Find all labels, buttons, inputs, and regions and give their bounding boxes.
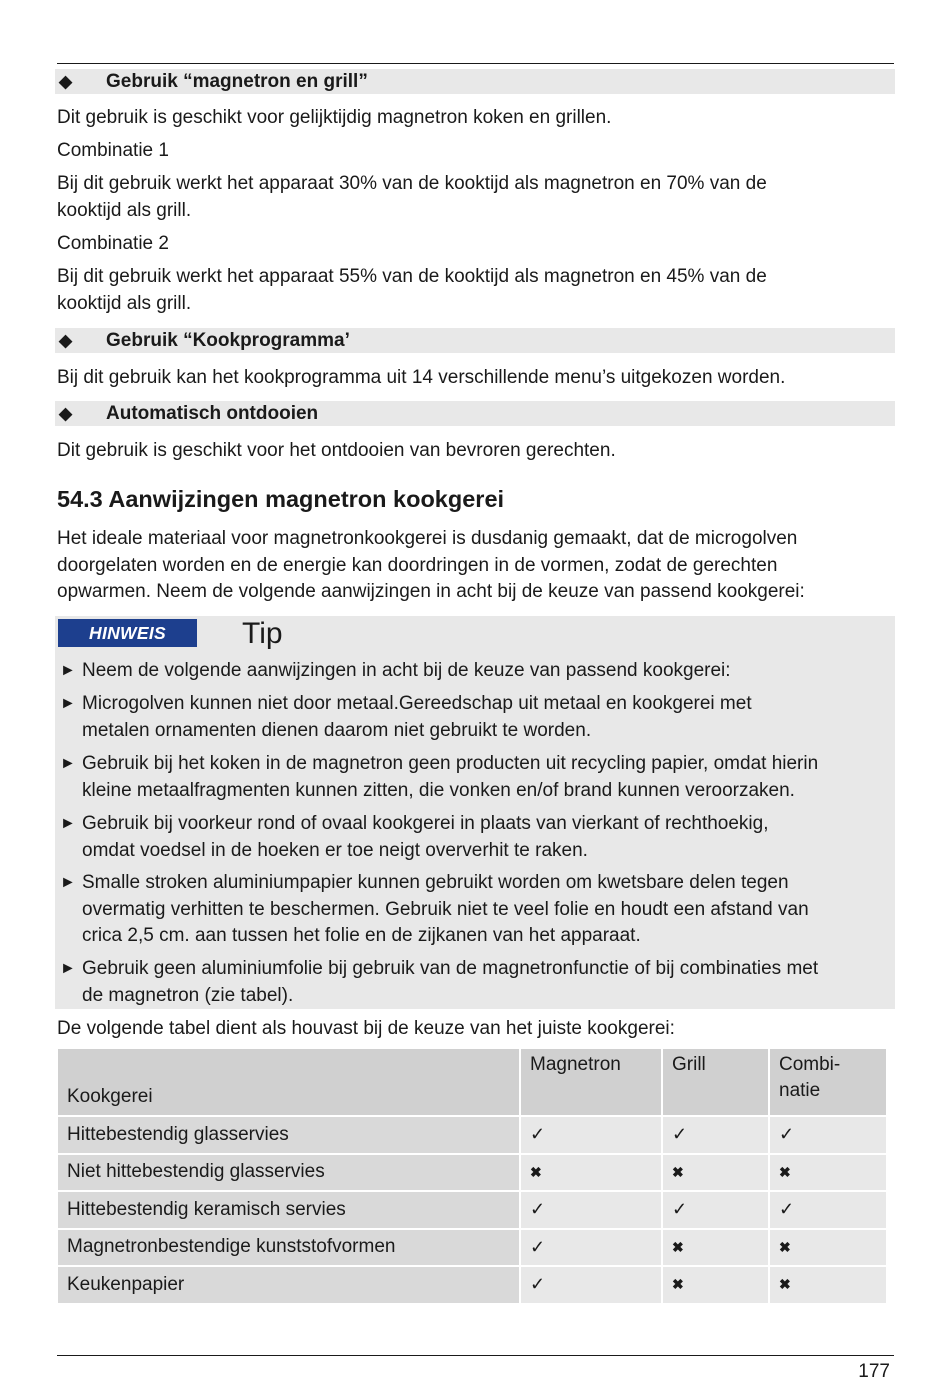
cross-icon: ✖ [663, 1267, 770, 1305]
check-icon: ✓ [663, 1117, 770, 1155]
table-row [58, 1267, 888, 1305]
header-grill: Grill [663, 1049, 770, 1117]
chapter-heading: 54.3 Aanwijzingen magnetron kookgerei [57, 486, 505, 512]
section-heading-magnetron-grill: ◆ Gebruik “magnetron en grill” [55, 69, 895, 94]
chapter-intro: Het ideale materiaal voor magnetronkookgerei is dusdanig gemaakt, dat de microgolven doorgelaten worden en de energie kan doordringen in de vormen, zodat de gerechten opwarmen. Neem de volgende aanwijzingen in acht bij de keuze van passend kookgerei: [57, 528, 805, 602]
tip-title: Tip [242, 617, 283, 650]
section-heading-ontdooien: ◆ Automatisch ontdooien [55, 401, 895, 426]
row-label: Keukenpapier [58, 1267, 521, 1305]
section-heading-kookprogramma: ◆ Gebruik “Kookprogramma’ [55, 328, 895, 353]
table-row [58, 1117, 888, 1155]
table-intro: De volgende tabel dient als houvast bij de keuze van het juiste kookgerei: [57, 1018, 675, 1039]
cross-icon: ✖ [663, 1155, 770, 1193]
header-kookgerei: Kookgerei [58, 1049, 521, 1117]
diamond-bullet-icon: ◆ [59, 72, 73, 91]
top-rule [57, 63, 894, 64]
table-row [58, 1155, 888, 1193]
check-icon: ✓ [770, 1117, 888, 1155]
table-row [58, 1230, 888, 1268]
check-icon: ✓ [521, 1267, 663, 1305]
page-number: 177 [858, 1361, 890, 1382]
combo1-title: Combinatie 1 [57, 140, 169, 161]
diamond-bullet-icon: ◆ [59, 331, 73, 350]
cross-icon: ✖ [521, 1155, 663, 1193]
cross-icon: ✖ [770, 1267, 888, 1305]
arrow-bullet-icon: ► [60, 874, 76, 891]
tip-bullet: ► Gebruik bij het koken in de magnetron geen producten uit recycling papier, omdat hierin kleine metaalfragmenten kunnen zitten, die vonken en/of brand kunnen veroorzaken. [60, 753, 819, 801]
combo2-text: Bij dit gebruik werkt het apparaat 55% van de kooktijd als magnetron en 45% van de kooktijd als grill. [57, 266, 767, 314]
tip-bullet: ► Microgolven kunnen niet door metaal.Gereedschap uit metaal en kookgerei met metalen ornamenten dienen daarom niet gebruikt te worden. [60, 693, 752, 741]
check-icon: ✓ [770, 1192, 888, 1230]
check-icon: ✓ [521, 1230, 663, 1268]
check-icon: ✓ [521, 1192, 663, 1230]
combo1-text: Bij dit gebruik werkt het apparaat 30% van de kooktijd als magnetron en 70% van de kooktijd als grill. [57, 173, 767, 221]
table-row [58, 1192, 888, 1230]
row-label: Hittebestendig glasservies [58, 1117, 521, 1155]
row-label: Magnetronbestendige kunststofvormen [58, 1230, 521, 1268]
section3-text: Dit gebruik is geschikt voor het ontdooien van bevroren gerechten. [57, 440, 616, 461]
diamond-bullet-icon: ◆ [59, 404, 73, 423]
cross-icon: ✖ [663, 1230, 770, 1268]
section1-intro: Dit gebruik is geschikt voor gelijktijdig magnetron koken en grillen. [57, 107, 612, 128]
hinweis-badge: HINWEIS [58, 619, 197, 647]
combo2-title: Combinatie 2 [57, 233, 169, 254]
header-magnetron: Magnetron [521, 1049, 663, 1117]
header-combinatie: Combi- natie [770, 1049, 888, 1117]
row-label: Niet hittebestendig glasservies [58, 1155, 521, 1193]
tip-bullet: ► Gebruik bij voorkeur rond of ovaal kookgerei in plaats van vierkant of rechthoekig, omdat voedsel in de hoeken er toe neigt oververhit te raken. [60, 813, 769, 861]
row-label: Hittebestendig keramisch servies [58, 1192, 521, 1230]
tip-bullet: ► Gebruik geen aluminiumfolie bij gebruik van de magnetronfunctie of bij combinaties met de magnetron (zie tabel). [60, 958, 819, 1006]
cross-icon: ✖ [770, 1230, 888, 1268]
cookware-table [58, 1049, 888, 1305]
tip-bullet: ► Smalle stroken aluminiumpapier kunnen gebruikt worden om kwetsbare delen tegen overmatig verhitten te beschermen. Gebruik niet te veel folie en houdt een afstand van crica 2,5 cm. aan tussen het folie en de zijkanen van het apparaat. [60, 872, 809, 946]
arrow-bullet-icon: ► [60, 695, 76, 712]
check-icon: ✓ [521, 1117, 663, 1155]
check-icon: ✓ [663, 1192, 770, 1230]
arrow-bullet-icon: ► [60, 662, 76, 679]
section2-text: Bij dit gebruik kan het kookprogramma uit 14 verschillende menu’s uitgekozen worden. [57, 367, 786, 388]
arrow-bullet-icon: ► [60, 960, 76, 977]
cross-icon: ✖ [770, 1155, 888, 1193]
arrow-bullet-icon: ► [60, 815, 76, 832]
bottom-rule [57, 1355, 894, 1356]
tip-bullet: ► Neem de volgende aanwijzingen in acht bij de keuze van passend kookgerei: [60, 658, 895, 685]
table-header-row [58, 1049, 888, 1117]
arrow-bullet-icon: ► [60, 755, 76, 772]
